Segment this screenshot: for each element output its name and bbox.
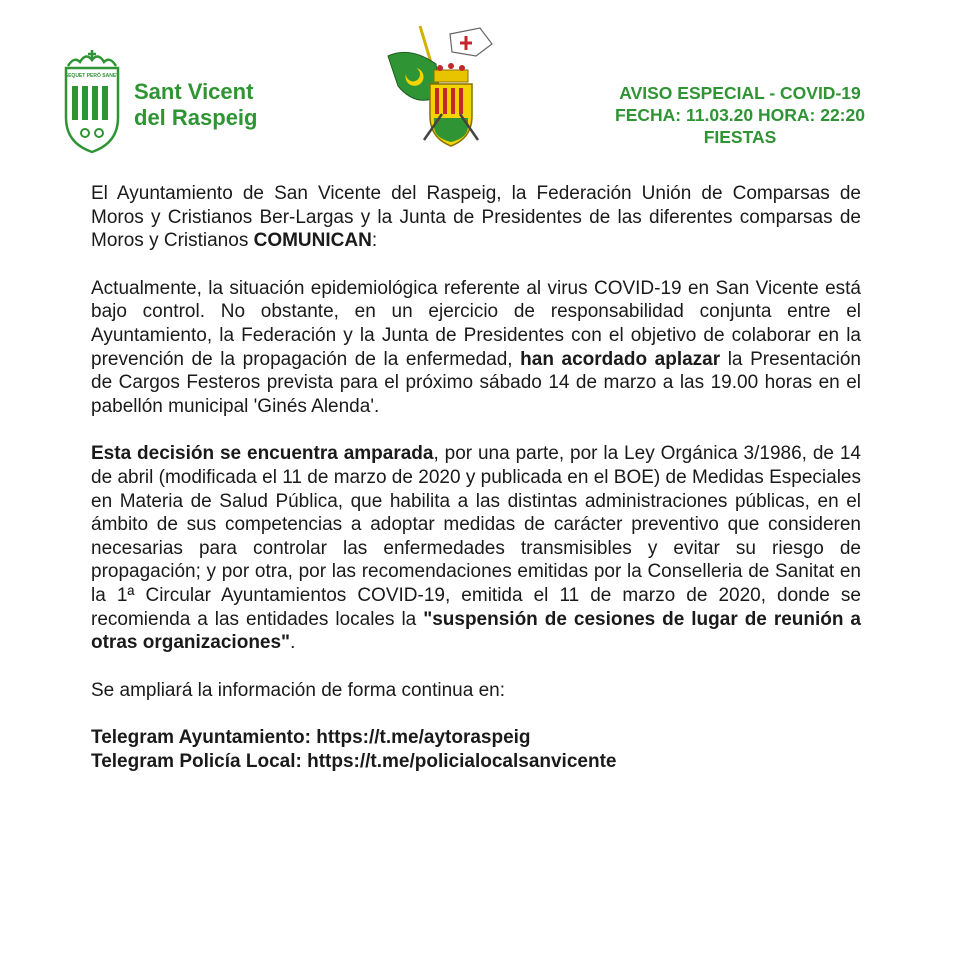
notice-category: FIESTAS [703, 127, 777, 147]
communique-body [91, 182, 861, 773]
paragraph-4: Se ampliará la información de forma continua en: [91, 679, 506, 701]
telegram-ayuntamiento-link[interactable]: Telegram Ayuntamiento: https://t.me/aytoraspeig [91, 727, 531, 749]
town-name-line2: del Raspeig [134, 105, 258, 130]
town-name-line1: Sant Vicent [134, 79, 254, 104]
telegram-links [91, 726, 861, 773]
town-logo [56, 48, 276, 158]
notice-title: AVISO ESPECIAL - COVID-19 [619, 83, 861, 103]
town-bars-icon [72, 86, 108, 137]
town-motto: SEQUET PERÒ SANET [64, 73, 120, 79]
paragraph-2: Actualmente, la situación epidemiológica referente al virus COVID-19 en San Vicente está bajo control. No obstante, en un ejercicio de responsabilidad conjunta entre el Ayuntamiento, la Federación y la Junta de Presidentes con el objetivo de colaborar en la prevención de la propagación de la enfermedad, han acordado aplazar la Presentación de Cargos Festeros prevista para el próximo sábado 14 de marzo a las 19.00 horas en el pabellón municipal 'Ginés Alenda'. [91, 277, 861, 417]
paragraph-1: El Ayuntamiento de San Vicente del Raspeig, la Federación Unión de Comparsas de Moros y Cristianos Ber-Largas y la Junta de Presidentes de las diferentes comparsas de Moros y Cristianos COMUNICAN: [91, 183, 861, 252]
moros-y-cristianos-crest-icon [380, 16, 500, 156]
special-notice [580, 82, 900, 148]
telegram-policia-link[interactable]: Telegram Policía Local: https://t.me/policialocalsanvicente [91, 750, 617, 772]
notice-date-time: FECHA: 11.03.20 HORA: 22:20 [615, 105, 865, 125]
paragraph-3: Esta decisión se encuentra amparada, por una parte, por la Ley Orgánica 3/1986, de 14 de abril (modificada el 11 de marzo de 2020 y publicada en el BOE) de Medidas Especiales en Materia de Salud Pública, que habilita a las distintas administraciones públicas, en el ámbito de sus competencias a adoptar medidas de carácter preventivo que consideren necesarias para controlar las enfermedades transmisibles y evitar su riesgo de propagación; y por otra, por las recomendaciones emitidas por la Conselleria de Sanitat en la 1ª Circular Ayuntamientos COVID-19, emitida el 11 de marzo de 2020, donde se recomienda a las entidades locales la "suspensión de cesiones de lugar de reunión a otras organizaciones". [91, 443, 862, 654]
